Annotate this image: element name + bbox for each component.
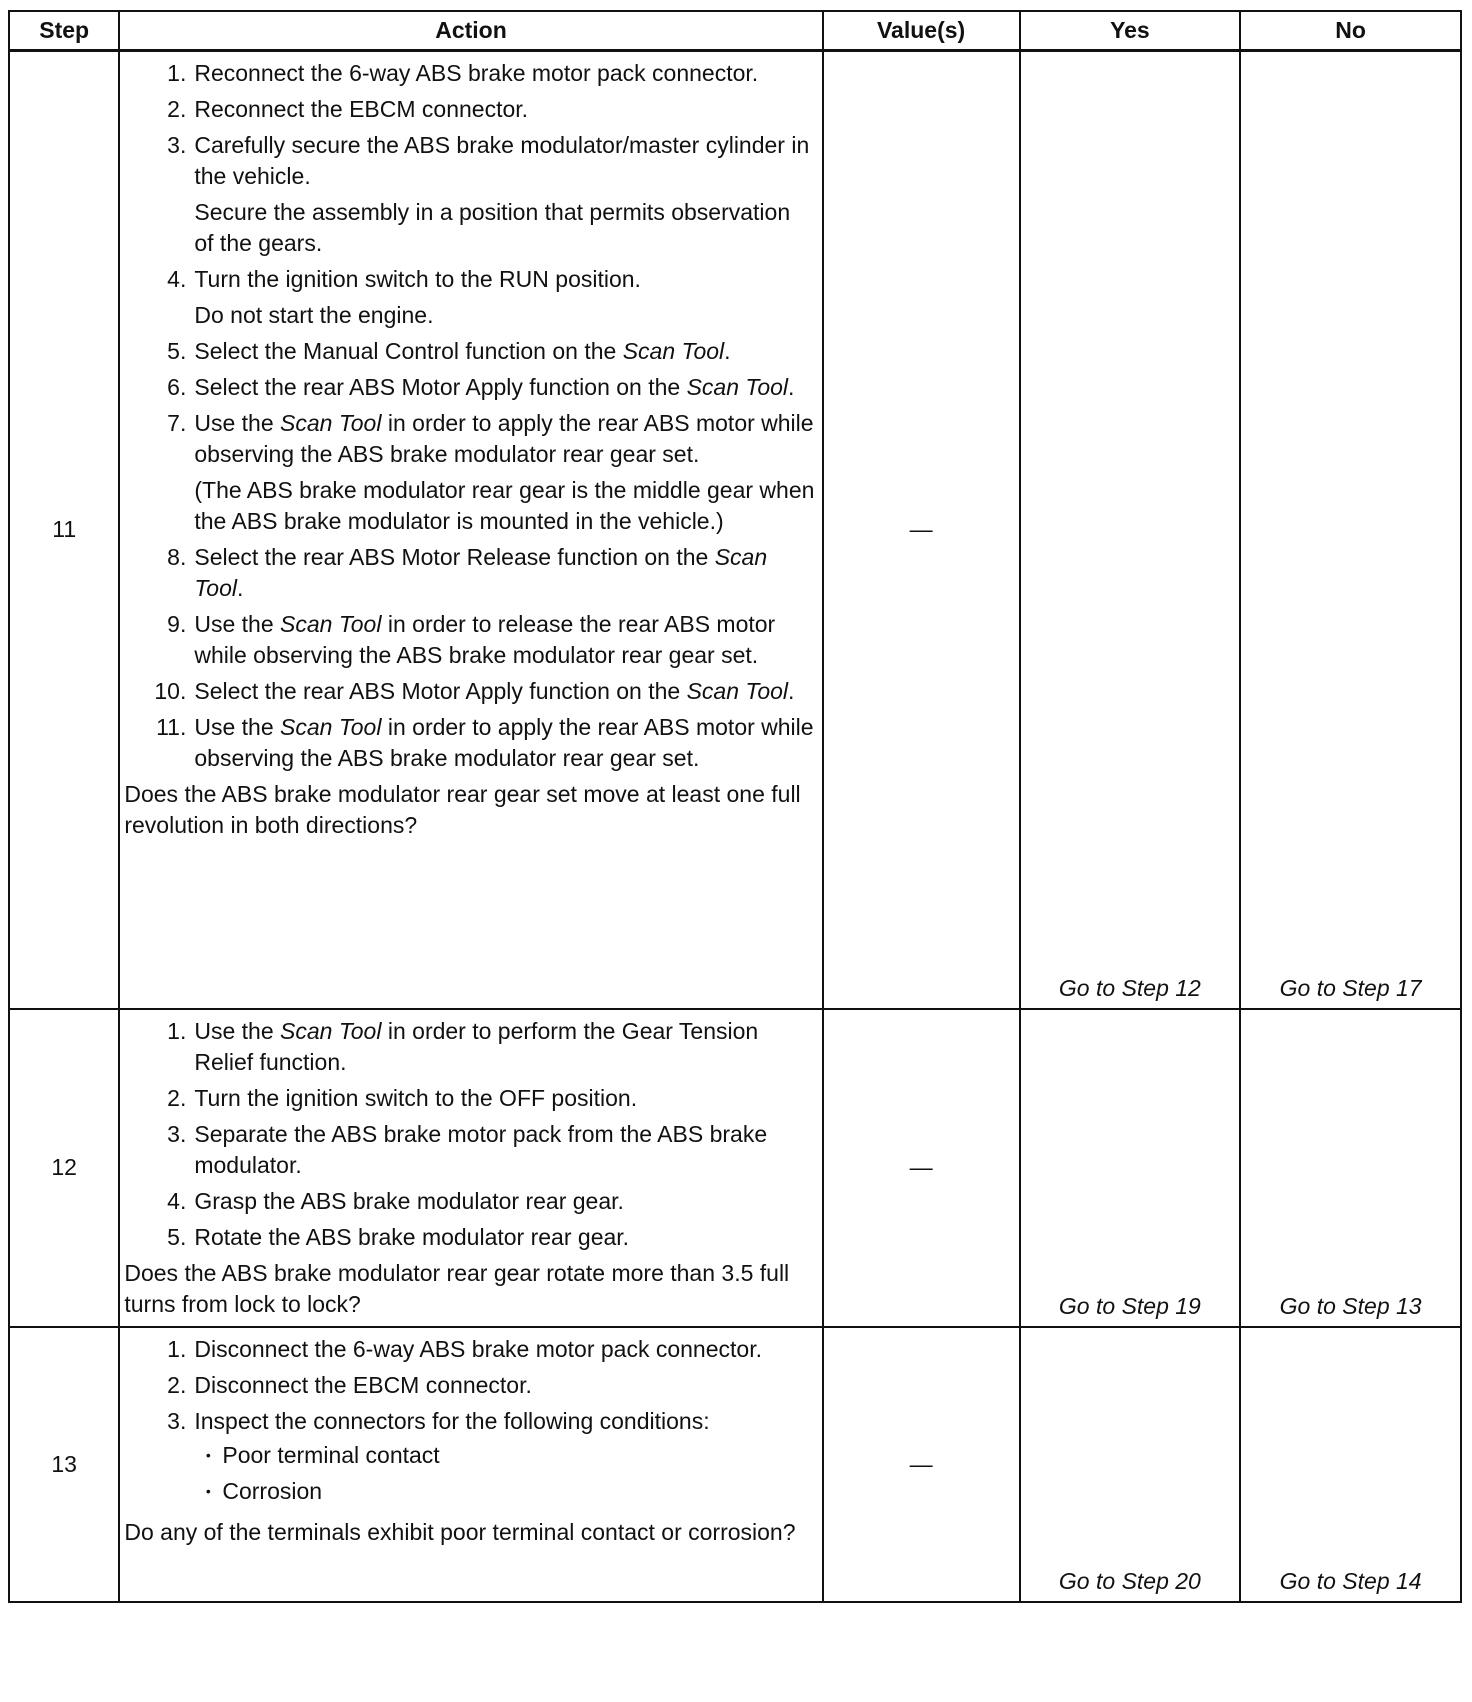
tool-name: Scan Tool	[622, 338, 725, 364]
step-item-text: Separate the ABS brake motor pack from the ABS brake modulator.	[194, 1120, 768, 1178]
action-step	[124, 408, 815, 537]
step-item-text: Inspect the connectors for the following conditions:	[194, 1407, 710, 1434]
step-item-body	[194, 542, 815, 604]
step-text-part: in order to perform the Gear Tension Relief function.	[194, 1017, 759, 1075]
header-row	[9, 11, 1461, 51]
diagnostic-question: Do any of the terminals exhibit poor terminal contact or corrosion?	[124, 1518, 796, 1545]
step-item-number: 1.	[167, 1017, 187, 1044]
step-item-number: 2.	[167, 1371, 187, 1398]
step-item-text	[194, 1016, 815, 1078]
action-step	[124, 676, 815, 707]
step-item-body	[194, 1334, 815, 1365]
step-item-number: 3.	[167, 1407, 187, 1434]
action-step	[124, 1334, 815, 1365]
step-item-number: 5.	[167, 1223, 187, 1250]
step-text-part: Select the Manual Control function on the	[194, 338, 623, 364]
tool-name: Scan Tool	[280, 1017, 382, 1044]
step-item-body	[194, 1119, 815, 1181]
step-item-number: 1.	[167, 1335, 187, 1362]
step-item-body	[194, 1186, 815, 1217]
tool-name: Scan Tool	[280, 611, 382, 637]
step-item-body	[194, 1370, 815, 1401]
step-item-text	[194, 609, 815, 671]
step-number: 13	[9, 1327, 119, 1602]
action-step	[124, 1406, 815, 1512]
header-step: Step	[9, 11, 119, 51]
step-item-number: 4.	[167, 266, 187, 292]
step-item-body	[194, 1222, 815, 1253]
header-no: No	[1240, 11, 1461, 51]
action-cell	[119, 1327, 822, 1602]
step-item-text: Disconnect the EBCM connector.	[194, 1371, 532, 1398]
step-text-part: .	[724, 338, 731, 364]
header-yes: Yes	[1020, 11, 1241, 51]
no-result: Go to Step 13	[1240, 1009, 1461, 1327]
step-item-number: 2.	[167, 1084, 187, 1111]
step-item-number: 6.	[167, 374, 187, 400]
action-cell	[119, 1009, 822, 1327]
yes-result: Go to Step 12	[1020, 51, 1241, 1009]
tool-name: Scan Tool	[686, 374, 789, 400]
step-text-part: in order to apply the rear ABS motor while observing the ABS brake modulator rear gear set.	[194, 714, 814, 771]
step-text-part: in order to apply the rear ABS motor while observing the ABS brake modulator rear gear set.	[194, 410, 814, 467]
yes-result: Go to Step 19	[1020, 1009, 1241, 1327]
action-step	[124, 130, 815, 259]
step-item-number: 8.	[167, 544, 187, 570]
step-item-number: 3.	[167, 132, 187, 158]
step-item-body	[194, 676, 815, 707]
step-item-body	[194, 372, 815, 403]
step-item-text: Reconnect the 6-way ABS brake motor pack connector.	[194, 60, 759, 86]
step-item-body	[194, 1083, 815, 1114]
action-steps-list	[124, 1016, 815, 1253]
step-item-number: 10.	[154, 678, 187, 704]
action-step	[124, 264, 815, 331]
step-item-body	[194, 58, 815, 89]
step-item-text: Rotate the ABS brake modulator rear gear.	[194, 1223, 630, 1250]
action-step	[124, 1016, 815, 1078]
step-item-text: Turn the ignition switch to the RUN position.	[194, 266, 641, 292]
step-text-part: .	[788, 374, 795, 400]
step-text-part: Use the	[194, 611, 281, 637]
step-note: Secure the assembly in a position that permits observation of the gears.	[194, 199, 791, 256]
step-text-part: Use the	[194, 714, 281, 740]
step-item-text	[194, 408, 815, 470]
step-note: (The ABS brake modulator rear gear is the middle gear when the ABS brake modulator is mounted in the vehicle.)	[194, 477, 815, 534]
table-row	[9, 1327, 1461, 1602]
step-item-text: Grasp the ABS brake modulator rear gear.	[194, 1187, 624, 1214]
step-item-body	[194, 408, 815, 537]
step-item-body	[194, 94, 815, 125]
step-item-body	[194, 609, 815, 671]
action-step	[124, 58, 815, 89]
action-steps-list	[124, 1334, 815, 1512]
step-item-text: Reconnect the EBCM connector.	[194, 96, 529, 122]
condition-list	[194, 1440, 815, 1507]
step-text-part: in order to release the rear ABS motor while observing the ABS brake modulator rear gear set.	[194, 611, 776, 668]
step-item-number: 1.	[167, 60, 187, 86]
step-item-text	[194, 712, 815, 774]
action-step	[124, 1119, 815, 1181]
table-row	[9, 1009, 1461, 1327]
condition-item	[194, 1440, 815, 1471]
diagnostic-question: Does the ABS brake modulator rear gear set move at least one full revolution in both directions?	[124, 781, 801, 838]
tool-name: Scan Tool	[194, 544, 768, 601]
step-item-text	[194, 676, 815, 707]
condition-item	[194, 1476, 815, 1507]
header-values: Value(s)	[823, 11, 1020, 51]
tool-name: Scan Tool	[686, 678, 789, 704]
step-text-part: Select the rear ABS Motor Release function on the	[194, 544, 715, 570]
value-cell: —	[823, 51, 1020, 1009]
action-steps-list	[124, 58, 815, 774]
step-text-part: Select the rear ABS Motor Apply function on the	[194, 678, 687, 704]
step-item-text	[194, 336, 815, 367]
diagnostic-question: Does the ABS brake modulator rear gear rotate more than 3.5 full turns from lock to lock?	[124, 1259, 790, 1317]
step-text-part: .	[237, 575, 244, 601]
value-cell: —	[823, 1327, 1020, 1602]
step-item-number: 11.	[156, 714, 187, 740]
bullet-icon: •	[205, 1446, 211, 1463]
step-item-number: 9.	[167, 611, 187, 637]
step-item-number: 3.	[167, 1120, 187, 1147]
step-item-text	[194, 542, 815, 604]
header-action: Action	[119, 11, 822, 51]
action-step	[124, 1083, 815, 1114]
step-number: 11	[9, 51, 119, 1009]
step-text-part: Select the rear ABS Motor Apply function on the	[194, 374, 687, 400]
action-cell	[119, 51, 822, 1009]
condition-text: Corrosion	[222, 1477, 323, 1504]
diagnostic-document	[8, 10, 1462, 1603]
no-result: Go to Step 17	[1240, 51, 1461, 1009]
bullet-icon: •	[205, 1482, 211, 1499]
step-item-number: 2.	[167, 96, 187, 122]
action-step	[124, 372, 815, 403]
step-item-body	[194, 1016, 815, 1078]
step-item-text	[194, 372, 815, 403]
yes-result: Go to Step 20	[1020, 1327, 1241, 1602]
step-item-number: 5.	[167, 338, 187, 364]
action-step	[124, 609, 815, 671]
action-step	[124, 336, 815, 367]
step-item-body	[194, 336, 815, 367]
step-item-body	[194, 712, 815, 774]
action-step	[124, 1370, 815, 1401]
no-result: Go to Step 14	[1240, 1327, 1461, 1602]
step-number: 12	[9, 1009, 119, 1327]
step-item-body	[194, 1406, 815, 1512]
action-step	[124, 1222, 815, 1253]
step-item-body	[194, 130, 815, 259]
table-row	[9, 51, 1461, 1009]
diagnostic-table	[8, 10, 1462, 1603]
action-step	[124, 542, 815, 604]
step-item-number: 4.	[167, 1187, 187, 1214]
step-item-text: Disconnect the 6-way ABS brake motor pack connector.	[194, 1335, 762, 1362]
action-step	[124, 1186, 815, 1217]
tool-name: Scan Tool	[280, 714, 382, 740]
step-item-text: Carefully secure the ABS brake modulator/master cylinder in the vehicle.	[194, 132, 810, 189]
action-step	[124, 94, 815, 125]
step-text-part: Use the	[194, 410, 281, 436]
step-note: Do not start the engine.	[194, 302, 434, 328]
step-text-part: Use the	[194, 1017, 281, 1044]
value-cell: —	[823, 1009, 1020, 1327]
tool-name: Scan Tool	[280, 410, 382, 436]
step-item-number: 7.	[167, 410, 187, 436]
action-step	[124, 712, 815, 774]
condition-text: Poor terminal contact	[222, 1441, 440, 1468]
step-item-body	[194, 264, 815, 331]
step-text-part: .	[788, 678, 795, 704]
step-item-text: Turn the ignition switch to the OFF position.	[194, 1084, 638, 1111]
